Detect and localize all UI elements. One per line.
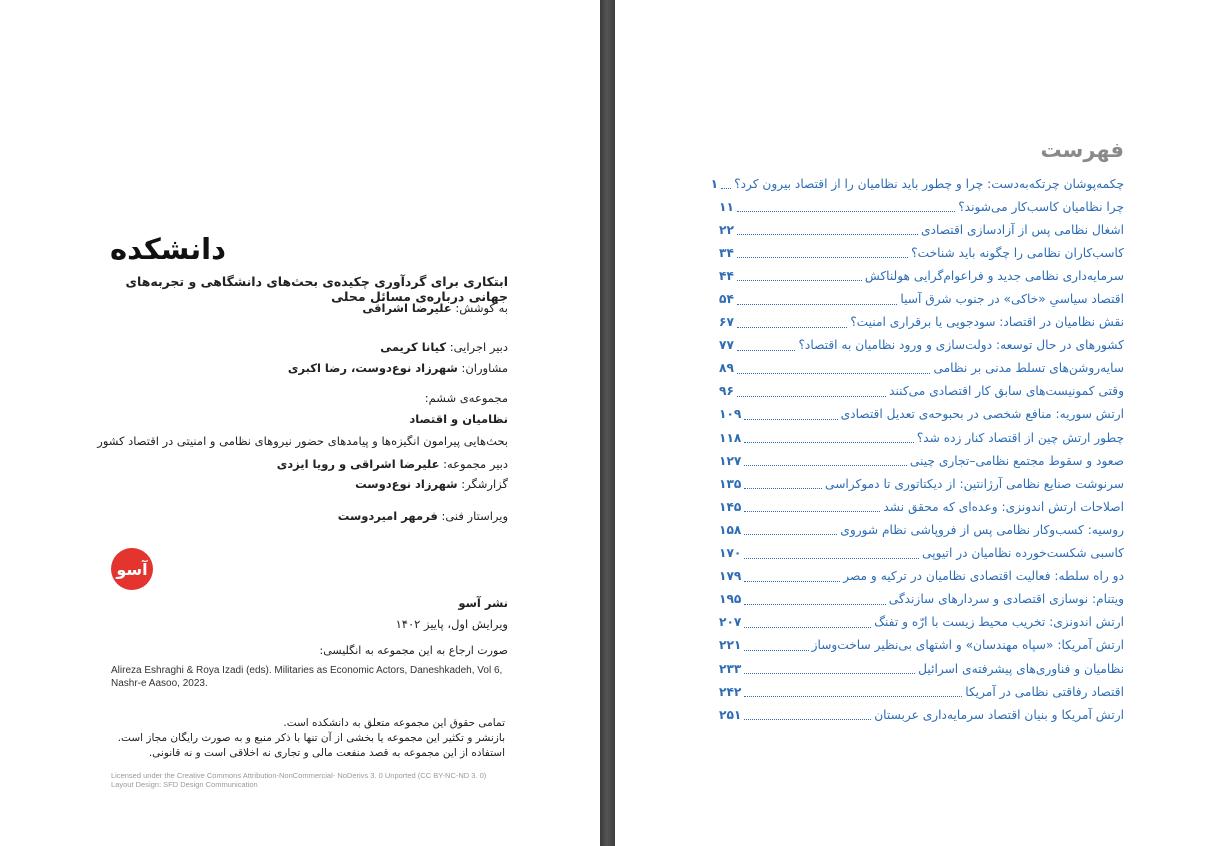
toc-leader-dots xyxy=(744,409,837,420)
toc-entry-page[interactable]: ۲۲۱ xyxy=(719,638,742,653)
toc-entry-title[interactable]: سایه‌روشن‌های تسلط مدنی بر نظامی xyxy=(933,361,1124,376)
citation: Alireza Eshraghi & Roya Izadi (eds). Militaries as Economic Actors, Daneshkadeh, Vol 6, Nashr-e Aasoo, 2023. xyxy=(111,665,503,689)
toc-entry[interactable] xyxy=(719,472,1124,495)
brand-title: دانشکده xyxy=(110,232,226,266)
toc-entry-page[interactable]: ۱۱۸ xyxy=(719,430,742,445)
toc-entry-page[interactable]: ۹۶ xyxy=(719,384,734,399)
toc-entry-title[interactable]: کاسبی شکست‌خورده نظامیان در اتیوپی xyxy=(922,546,1124,561)
toc-leader-dots xyxy=(721,178,731,189)
toc-leader-dots xyxy=(744,548,919,559)
series-description: بحث‌هایی پیرامون انگیزه‌ها و پیامدهای حضور نیروهای نظامی و امنیتی در اقتصاد کشور xyxy=(97,434,508,448)
right-page xyxy=(615,0,1218,846)
book-spine xyxy=(600,0,615,846)
publisher-logo: آسو xyxy=(111,548,153,590)
toc-entry-title[interactable]: چطور ارتش چین از اقتصاد کنار زده شد؟ xyxy=(916,430,1124,445)
toc-leader-dots xyxy=(744,524,837,535)
toc-entry[interactable] xyxy=(719,611,1124,634)
toc-leader-dots xyxy=(744,686,962,697)
toc-entry[interactable] xyxy=(719,495,1124,518)
toc-entry[interactable] xyxy=(719,703,1124,726)
toc-entry-title[interactable]: سرنوشت صنایع نظامی آرژانتین: از دیکتاتوری تا دموکراسی xyxy=(825,476,1124,491)
toc-leader-dots xyxy=(744,617,871,628)
toc-leader-dots xyxy=(744,709,871,720)
toc-entry[interactable] xyxy=(719,449,1124,472)
toc-entry[interactable] xyxy=(719,518,1124,541)
toc-entry-title[interactable]: ارتش آمریکا و بنیان اقتصاد سرمایه‌داری عربستان xyxy=(874,707,1124,722)
toc-leader-dots xyxy=(744,571,840,582)
advisors: مشاوران: شهرزاد نوع‌دوست، رضا اکبری xyxy=(287,361,508,375)
toc-entry[interactable] xyxy=(719,542,1124,565)
toc-entry-page[interactable]: ۳۴ xyxy=(719,245,734,260)
toc-entry-title[interactable]: چکمه‌پوشان چرتکه‌به‌دست: چرا و چطور باید نظامیان را از اقتصاد بیرون کرد؟ xyxy=(734,176,1124,191)
toc-entry-title[interactable]: دو راه سلطه: فعالیت اقتصادی نظامیان در ترکیه و مصر xyxy=(843,569,1124,584)
toc-entry-title[interactable]: ویتنام: نوسازی اقتصادی و سردارهای سازندگی xyxy=(888,592,1124,607)
citation-label: صورت ارجاع به این مجموعه به انگلیسی: xyxy=(319,644,508,657)
toc-entry-title[interactable]: ارتش آمریکا: «سپاه مهندسان» و اشتهای بی‌نظیر ساخت‌وساز xyxy=(811,638,1124,653)
rights-line-1: تمامی حقوق این مجموعه متعلق به دانشکده است. xyxy=(283,717,505,729)
toc-entry-page[interactable]: ۲۰۷ xyxy=(719,615,742,630)
toc-leader-dots xyxy=(744,594,885,605)
reporter: گزارشگر: شهرزاد نوع‌دوست xyxy=(355,477,508,491)
toc-entry-title[interactable]: صعود و سقوط مجتمع نظامی–تجاری چینی xyxy=(909,453,1124,468)
toc-entry-title[interactable]: نقش نظامیان در اقتصاد: سودجویی یا برقراری امنیت؟ xyxy=(850,315,1124,330)
toc-entry-title[interactable]: اقتصاد سیاسیِ «خاکی» در جنوب شرق آسیا xyxy=(900,292,1124,307)
left-page xyxy=(0,0,600,846)
toc-entry-page[interactable]: ۱۹۵ xyxy=(719,592,742,607)
toc-leader-dots xyxy=(737,294,897,305)
toc-entry-page[interactable]: ۱۲۷ xyxy=(719,453,742,468)
rights-notice xyxy=(105,716,505,761)
toc-entry-page[interactable]: ۱۰۹ xyxy=(719,407,742,422)
compiled-by: به کوشش: علیرضا اشراقی xyxy=(362,301,508,315)
toc-entry-title[interactable]: اشغال نظامی پس از آزادسازی اقتصادی xyxy=(921,222,1124,237)
toc-entry-title[interactable]: نظامیان و فناوری‌های پیشرفته‌ی اسرائیل xyxy=(918,661,1124,676)
toc-entry[interactable] xyxy=(719,657,1124,680)
toc-entry-page[interactable]: ۷۷ xyxy=(719,338,734,353)
publisher-name: نشر آسو xyxy=(458,596,508,610)
series-title: نظامیان و اقتصاد xyxy=(409,412,508,426)
toc-leader-dots xyxy=(737,317,847,328)
toc-list xyxy=(710,172,1124,726)
toc-entry[interactable] xyxy=(719,264,1124,287)
toc-entry[interactable] xyxy=(719,287,1124,310)
toc-leader-dots xyxy=(737,386,886,397)
toc-entry-page[interactable]: ۲۴۲ xyxy=(719,684,742,699)
executive-editor: دبیر اجرایی: کیانا کریمی xyxy=(380,340,508,354)
series-editor: دبیر مجموعه: علیرضا اشراقی و رویا ایزدی xyxy=(276,457,508,471)
toc-leader-dots xyxy=(744,455,907,466)
toc-entry[interactable] xyxy=(710,172,1124,195)
toc-entry[interactable] xyxy=(719,311,1124,334)
series-label: مجموعه‌ی ششم: xyxy=(424,391,508,405)
toc-entry[interactable] xyxy=(719,195,1124,218)
toc-leader-dots xyxy=(744,640,808,651)
toc-leader-dots xyxy=(737,247,908,258)
toc-entry-title[interactable]: وقتی کمونیست‌های سابق کار اقتصادی می‌کنند xyxy=(889,384,1124,399)
toc-entry-title[interactable]: سرمایه‌داری نظامی جدید و فراعوام‌گرایی هولناکش xyxy=(864,268,1124,283)
toc-leader-dots xyxy=(744,432,913,443)
rights-line-2: بازنشر و تکثیر این مجموعه یا بخشی از آن تنها با ذکر منبع و به صورت رایگان مجاز است. xyxy=(117,732,505,744)
toc-entry-page[interactable]: ۵۴ xyxy=(719,292,734,307)
technical-editor: ویراستار فنی: فرمهر امیردوست xyxy=(337,509,508,523)
toc-entry-page[interactable]: ۱۴۵ xyxy=(719,499,742,514)
toc-entry-title[interactable]: ارتش اندونزی: تخریب محیط زیست با ارّه و تفنگ xyxy=(874,615,1124,630)
toc-entry[interactable] xyxy=(719,380,1124,403)
toc-entry[interactable] xyxy=(719,334,1124,357)
toc-entry-page[interactable]: ۲۲ xyxy=(719,222,734,237)
toc-entry-page[interactable]: ۴۴ xyxy=(719,268,734,283)
toc-leader-dots xyxy=(744,478,822,489)
toc-entry[interactable] xyxy=(719,426,1124,449)
toc-entry[interactable] xyxy=(719,565,1124,588)
toc-entry-page[interactable]: ۲۵۱ xyxy=(719,707,742,722)
toc-entry[interactable] xyxy=(719,218,1124,241)
toc-entry-title[interactable]: اصلاحات ارتش اندونزی: وعده‌ای که محقق نشد xyxy=(883,499,1124,514)
toc-heading: فهرست xyxy=(1040,138,1124,162)
toc-entry-title[interactable]: چرا نظامیان کاسب‌کار می‌شوند؟ xyxy=(958,199,1124,214)
rights-line-3: استفاده از این مجموعه به قصد منفعت مالی و تجاری نه اخلاقی است و نه قانونی. xyxy=(148,747,505,759)
license-block xyxy=(111,771,531,789)
toc-entry-title[interactable]: ارتش سوریه: منافع شخصی در بحبوحه‌ی تعدیل اقتصادی xyxy=(840,407,1124,422)
toc-entry-title[interactable]: کشورهای در حال توسعه: دولت‌سازی و ورود نظامیان به اقتصاد؟ xyxy=(798,338,1124,353)
toc-leader-dots xyxy=(737,270,862,281)
subtitle: ابتکاری برای گردآوری چکیده‌ی بحث‌های دانشگاهی و تجربه‌های جهانی درباره‌ی مسائل محلی xyxy=(125,274,508,304)
license-text: Licensed under the Creative Commons Attribution-NonCommercial- NoDerivs 3. 0 Unported (CC BY-NC-ND 3. 0) xyxy=(111,771,487,780)
toc-leader-dots xyxy=(744,501,880,512)
toc-entry[interactable] xyxy=(719,357,1124,380)
toc-entry[interactable] xyxy=(719,588,1124,611)
toc-entry[interactable] xyxy=(719,680,1124,703)
toc-leader-dots xyxy=(737,201,955,212)
toc-entry-page[interactable]: ۱ xyxy=(710,176,719,191)
toc-entry[interactable] xyxy=(719,634,1124,657)
toc-leader-dots xyxy=(737,224,918,235)
toc-entry-page[interactable]: ۱۳۵ xyxy=(719,476,742,491)
toc-entry[interactable] xyxy=(719,403,1124,426)
toc-entry-page[interactable]: ۱۷۹ xyxy=(719,569,742,584)
toc-entry[interactable] xyxy=(719,241,1124,264)
toc-entry-page[interactable]: ۱۱ xyxy=(719,199,734,214)
toc-entry-page[interactable]: ۱۷۰ xyxy=(719,546,742,561)
toc-entry-page[interactable]: ۱۵۸ xyxy=(719,522,742,537)
toc-entry-page[interactable]: ۶۷ xyxy=(719,315,734,330)
toc-entry-page[interactable]: ۸۹ xyxy=(719,361,734,376)
toc-entry-title[interactable]: روسیه: کسب‌وکار نظامی پس از فروپاشی نظام شوروی xyxy=(840,522,1124,537)
edition: ویرایش اول، پاییز ۱۴۰۲ xyxy=(395,617,508,631)
toc-entry-title[interactable]: اقتصاد رفاقتی نظامی در آمریکا xyxy=(965,684,1124,699)
toc-entry-page[interactable]: ۲۳۳ xyxy=(719,661,742,676)
toc-leader-dots xyxy=(737,363,931,374)
toc-leader-dots xyxy=(737,340,796,351)
toc-entry-title[interactable]: کاسب‌کاران نظامی را چگونه باید شناخت؟ xyxy=(911,245,1124,260)
toc-leader-dots xyxy=(744,663,915,674)
layout-credit: Layout Design: SFD Design Communication xyxy=(111,780,258,789)
